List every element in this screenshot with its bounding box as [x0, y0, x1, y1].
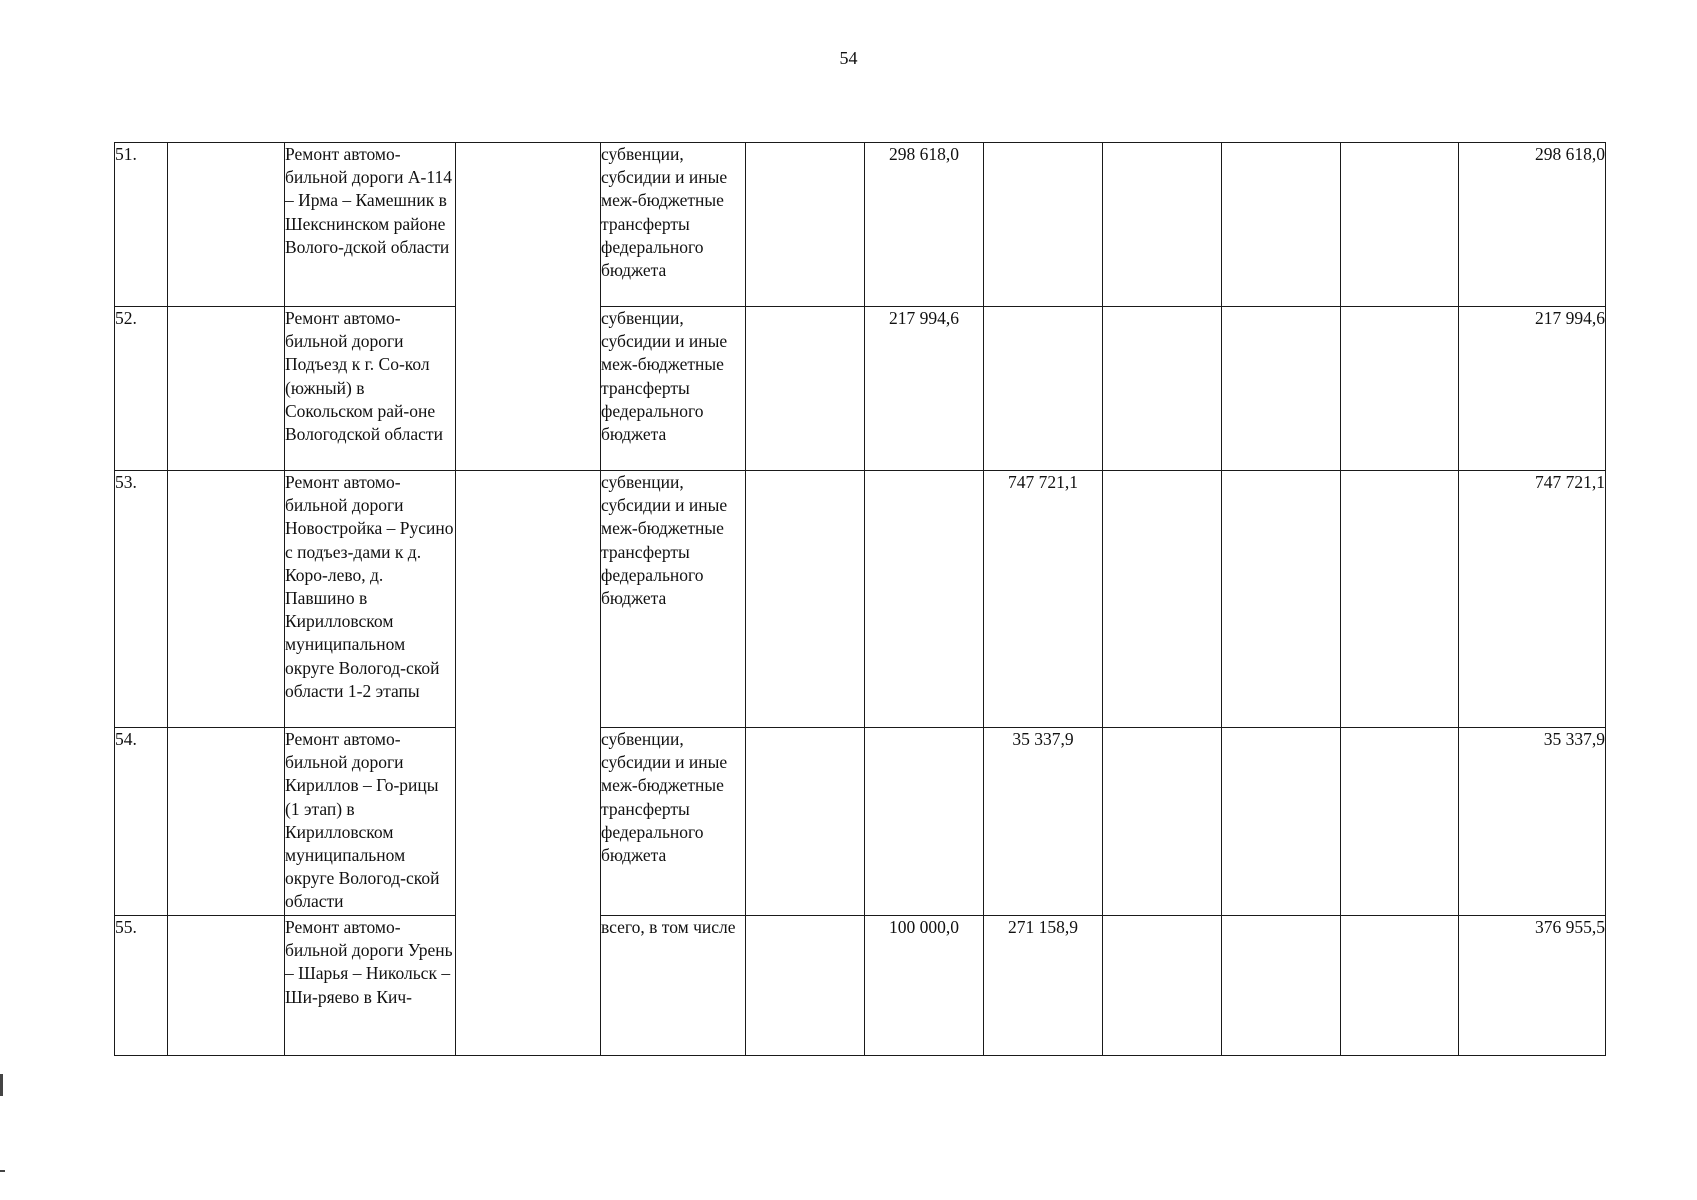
year-2-value	[984, 143, 1103, 307]
empty-cell	[1341, 728, 1459, 916]
empty-cell	[456, 471, 601, 1056]
year-1-value	[865, 471, 984, 728]
total-value: 35 337,9	[1459, 728, 1606, 916]
table-row	[115, 471, 1606, 728]
empty-cell	[168, 307, 285, 471]
empty-cell	[746, 471, 865, 728]
total-value: 376 955,5	[1459, 916, 1606, 1056]
funding-source: всего, в том числе	[601, 916, 746, 1056]
year-1-value: 298 618,0	[865, 143, 984, 307]
empty-cell	[1103, 728, 1222, 916]
funding-source: субвенции, субсидии и иные меж-бюджетные трансферты федерального бюджета	[601, 143, 746, 307]
total-value: 747 721,1	[1459, 471, 1606, 728]
page-number: 54	[839, 48, 858, 68]
empty-cell	[1222, 143, 1341, 307]
empty-cell	[168, 143, 285, 307]
empty-cell	[1222, 307, 1341, 471]
year-2-value: 35 337,9	[984, 728, 1103, 916]
empty-cell	[746, 143, 865, 307]
empty-cell	[456, 143, 601, 471]
object-name: Ремонт автомо-бильной дороги Новостройка – Русино с подъез-дами к д. Коро-лево, д. Павшино в Кирилловском муниципальном округе Вологод-ской области 1-2 этапы	[285, 471, 456, 728]
empty-cell	[746, 307, 865, 471]
object-name: Ремонт автомо-бильной дороги Кириллов – Го-рицы (1 этап) в Кирилловском муниципальном округе Вологод-ской области	[285, 728, 456, 916]
scan-margin-mark	[0, 1170, 5, 1172]
scan-margin-mark	[0, 1074, 3, 1096]
year-1-value: 217 994,6	[865, 307, 984, 471]
table-row	[115, 728, 1606, 916]
funding-source: субвенции, субсидии и иные меж-бюджетные трансферты федерального бюджета	[601, 728, 746, 916]
table-row	[115, 143, 1606, 307]
total-value: 217 994,6	[1459, 307, 1606, 471]
object-name: Ремонт автомо-бильной дороги А-114 – Ирма – Камешник в Шекснинском районе Волого-дской области	[285, 143, 456, 307]
year-1-value	[865, 728, 984, 916]
funding-source: субвенции, субсидии и иные меж-бюджетные трансферты федерального бюджета	[601, 307, 746, 471]
row-number: 55.	[115, 916, 168, 1056]
year-1-value: 100 000,0	[865, 916, 984, 1056]
empty-cell	[168, 916, 285, 1056]
year-2-value	[984, 307, 1103, 471]
empty-cell	[1222, 728, 1341, 916]
empty-cell	[1341, 916, 1459, 1056]
empty-cell	[1103, 143, 1222, 307]
empty-cell	[168, 728, 285, 916]
empty-cell	[1103, 916, 1222, 1056]
funding-source: субвенции, субсидии и иные меж-бюджетные трансферты федерального бюджета	[601, 471, 746, 728]
empty-cell	[1341, 471, 1459, 728]
object-name: Ремонт автомо-бильной дороги Урень – Шарья – Никольск – Ши-ряево в Кич-	[285, 916, 456, 1056]
row-number: 51.	[115, 143, 168, 307]
row-number: 54.	[115, 728, 168, 916]
budget-table	[114, 142, 1606, 1056]
empty-cell	[168, 471, 285, 728]
empty-cell	[1341, 143, 1459, 307]
empty-cell	[1222, 916, 1341, 1056]
empty-cell	[746, 916, 865, 1056]
empty-cell	[1341, 307, 1459, 471]
empty-cell	[1222, 471, 1341, 728]
table-row	[115, 916, 1606, 1056]
row-number: 53.	[115, 471, 168, 728]
table-row	[115, 307, 1606, 471]
row-number: 52.	[115, 307, 168, 471]
object-name: Ремонт автомо-бильной дороги Подъезд к г. Со-кол (южный) в Сокольском рай-оне Вологодской области	[285, 307, 456, 471]
empty-cell	[1103, 471, 1222, 728]
empty-cell	[746, 728, 865, 916]
year-2-value: 747 721,1	[984, 471, 1103, 728]
year-2-value: 271 158,9	[984, 916, 1103, 1056]
empty-cell	[1103, 307, 1222, 471]
total-value: 298 618,0	[1459, 143, 1606, 307]
